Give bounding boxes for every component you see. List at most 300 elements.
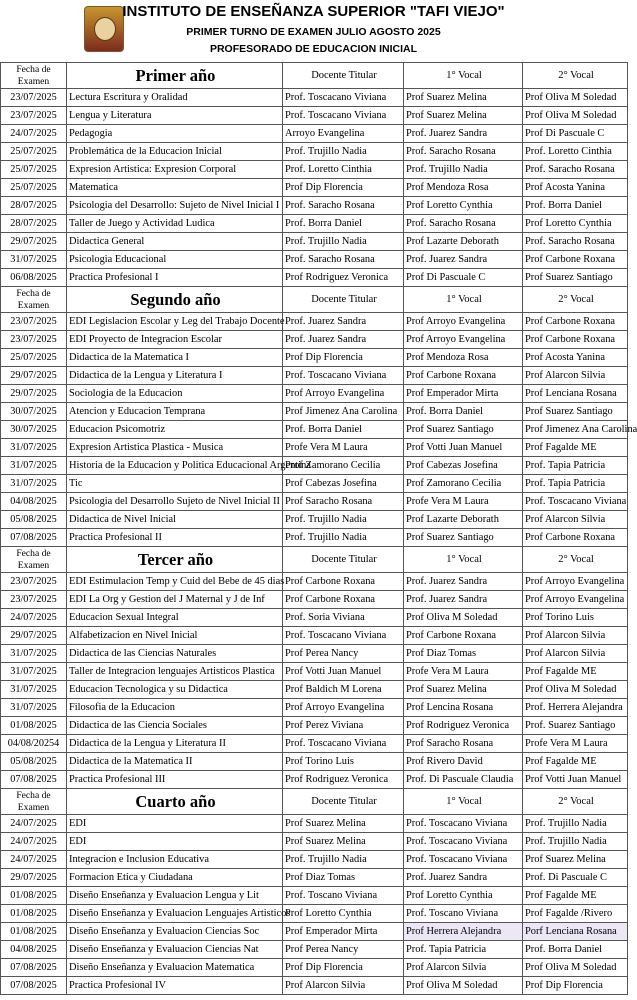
second-vocal: Prof. Tapia Patricia: [523, 475, 628, 493]
titular-teacher: Prof. Toscacano Viviana: [283, 367, 404, 385]
first-vocal: Prof. Saracho Rosana: [404, 215, 523, 233]
first-vocal: Prof Loretto Cynthia: [404, 887, 523, 905]
first-vocal: Prof. Juarez Sandra: [404, 869, 523, 887]
section-header-row: [1, 287, 628, 313]
exam-date: 29/07/2025: [1, 367, 67, 385]
titular-teacher: Prof. Trujillo Nadia: [283, 851, 404, 869]
titular-teacher: Prof Dip Florencia: [283, 959, 404, 977]
exam-date: 07/08/2025: [1, 959, 67, 977]
first-vocal: Prof Oliva M Soledad: [404, 609, 523, 627]
table-row: [1, 627, 628, 645]
titular-teacher: Profe Vera M Laura: [283, 439, 404, 457]
second-vocal: Prof Fagalde ME: [523, 439, 628, 457]
table-row: [1, 833, 628, 851]
table-row: [1, 313, 628, 331]
table-row: [1, 645, 628, 663]
second-vocal: Prof Lenciana Rosana: [523, 385, 628, 403]
subject-name: Historia de la Educacion y Politica Educacional Argentina: [67, 457, 283, 475]
table-row: [1, 403, 628, 421]
titular-teacher: Prof. Saracho Rosana: [283, 251, 404, 269]
second-vocal: Prof Alarcon Silvia: [523, 627, 628, 645]
titular-teacher: Prof. Toscacano Viviana: [283, 735, 404, 753]
table-row: [1, 161, 628, 179]
vocal2-column-header: 2° Vocal: [523, 789, 628, 815]
table-row: [1, 421, 628, 439]
date-column-header: Fecha de Examen: [1, 789, 67, 815]
titular-teacher: Prof Perea Nancy: [283, 645, 404, 663]
vocal1-column-header: 1° Vocal: [404, 789, 523, 815]
first-vocal: Prof. Saracho Rosana: [404, 143, 523, 161]
program-name: PROFESORADO DE EDUCACION INICIAL: [209, 43, 418, 55]
exam-date: 05/08/2025: [1, 511, 67, 529]
exam-date: 07/08/2025: [1, 977, 67, 995]
table-row: [1, 681, 628, 699]
exam-date: 29/07/2025: [1, 385, 67, 403]
second-vocal: Prof Dip Florencia: [523, 977, 628, 995]
exam-date: 23/07/2025: [1, 89, 67, 107]
table-row: [1, 815, 628, 833]
first-vocal: Prof Herrera Alejandra: [404, 923, 523, 941]
titular-teacher: Prof Dip Florencia: [283, 179, 404, 197]
first-vocal: Prof. Toscacano Viviana: [404, 815, 523, 833]
vocal2-column-header: 2° Vocal: [523, 287, 628, 313]
table-row: [1, 493, 628, 511]
subject-name: Practica Profesional I: [67, 269, 283, 287]
subject-name: Sociologia de la Educacion: [67, 385, 283, 403]
section-header-row: [1, 789, 628, 815]
titular-teacher: Prof. Toscacano Viviana: [283, 89, 404, 107]
titular-teacher: Arroyo Evangelina: [283, 125, 404, 143]
institution-name: INSTITUTO DE ENSEÑANZA SUPERIOR "TAFI VIEJO": [122, 3, 505, 20]
vocal1-column-header: 1° Vocal: [404, 547, 523, 573]
subject-name: Taller de Integracion lenguajes Artisticos Plastica: [67, 663, 283, 681]
table-row: [1, 663, 628, 681]
titular-teacher: Prof Diaz Tomas: [283, 869, 404, 887]
subject-name: Diseño Enseñanza y Evaluacion Lenguajes Artisticos: [67, 905, 283, 923]
date-column-header: Fecha de Examen: [1, 63, 67, 89]
first-vocal: Prof Alarcon Silvia: [404, 959, 523, 977]
table-row: [1, 923, 628, 941]
titular-teacher: Prof Perez Viviana: [283, 717, 404, 735]
exam-date: 29/07/2025: [1, 627, 67, 645]
document-header: [0, 0, 627, 62]
titular-teacher: Prof. Toscacano Viviana: [283, 107, 404, 125]
subject-name: Didactica de la Matematica II: [67, 753, 283, 771]
table-row: [1, 385, 628, 403]
date-column-header: Fecha de Examen: [1, 547, 67, 573]
second-vocal: Prof Suarez Santiago: [523, 403, 628, 421]
titular-teacher: Prof Baldich M Lorena: [283, 681, 404, 699]
table-row: [1, 851, 628, 869]
first-vocal: Prof Arroyo Evangelina: [404, 331, 523, 349]
second-vocal: Prof Arroyo Evangelina: [523, 573, 628, 591]
subject-name: Integracion e Inclusion Educativa: [67, 851, 283, 869]
table-row: [1, 89, 628, 107]
subject-name: Diseño Enseñanza y Evaluacion Lengua y Lit: [67, 887, 283, 905]
titular-teacher: Prof. Trujillo Nadia: [283, 233, 404, 251]
exam-date: 23/07/2025: [1, 573, 67, 591]
subject-name: Didactica de Nivel Inicial: [67, 511, 283, 529]
table-row: [1, 609, 628, 627]
exam-date: 31/07/2025: [1, 681, 67, 699]
exam-date: 29/07/2025: [1, 233, 67, 251]
table-row: [1, 887, 628, 905]
second-vocal: Prof Oliva M Soledad: [523, 107, 628, 125]
subject-name: Formacion Etica y Ciudadana: [67, 869, 283, 887]
table-row: [1, 753, 628, 771]
subject-name: Diseño Enseñanza y Evaluacion Ciencias Nat: [67, 941, 283, 959]
subject-name: Alfabetizacion en Nivel Inicial: [67, 627, 283, 645]
exam-schedule-table: [0, 62, 637, 995]
subject-name: Tic: [67, 475, 283, 493]
second-vocal: Prof Arroyo Evangelina: [523, 591, 628, 609]
second-vocal: Prof. Toscacano Viviana: [523, 493, 628, 511]
table-row: [1, 215, 628, 233]
second-vocal: Prof Fagalde ME: [523, 663, 628, 681]
subject-name: Matematica: [67, 179, 283, 197]
subject-name: Practica Profesional II: [67, 529, 283, 547]
subject-name: Lengua y Literatura: [67, 107, 283, 125]
exam-date: 04/08/2025: [1, 941, 67, 959]
exam-date: 24/07/2025: [1, 125, 67, 143]
first-vocal: Prof Lencina Rosana: [404, 699, 523, 717]
exam-date: 31/07/2025: [1, 645, 67, 663]
section-title: Segundo año: [67, 287, 283, 313]
titular-teacher: Prof Arroyo Evangelina: [283, 699, 404, 717]
exam-turn: PRIMER TURNO DE EXAMEN JULIO AGOSTO 2025: [186, 26, 441, 38]
second-vocal: Prof Suarez Santiago: [523, 269, 628, 287]
titular-teacher: Prof Perea Nancy: [283, 941, 404, 959]
exam-date: 01/08/2025: [1, 717, 67, 735]
table-row: [1, 735, 628, 753]
titular-column-header: Docente Titular: [283, 547, 404, 573]
subject-name: Expresion Artistica Plastica - Musica: [67, 439, 283, 457]
first-vocal: Prof Suarez Melina: [404, 107, 523, 125]
subject-name: EDI Estimulacion Temp y Cuid del Bebe de 45 dias: [67, 573, 283, 591]
titular-teacher: Prof Rodriguez Veronica: [283, 771, 404, 789]
titular-teacher: Prof. Saracho Rosana: [283, 197, 404, 215]
first-vocal: Profe Vera M Laura: [404, 663, 523, 681]
subject-name: Didactica de las Ciencias Naturales: [67, 645, 283, 663]
table-row: [1, 197, 628, 215]
exam-date: 05/08/2025: [1, 753, 67, 771]
section-title: Primer año: [67, 63, 283, 89]
second-vocal: Prof. Loretto Cinthia: [523, 143, 628, 161]
second-vocal: Prof. Trujillo Nadia: [523, 833, 628, 851]
first-vocal: Prof Rivero David: [404, 753, 523, 771]
first-vocal: Prof Di Pascuale C: [404, 269, 523, 287]
first-vocal: Prof. Juarez Sandra: [404, 591, 523, 609]
titular-teacher: Prof Loretto Cynthia: [283, 905, 404, 923]
titular-teacher: Prof. Borra Daniel: [283, 215, 404, 233]
exam-date: 25/07/2025: [1, 179, 67, 197]
exam-date: 04/08/20254: [1, 735, 67, 753]
second-vocal: Prof Oliva M Soledad: [523, 681, 628, 699]
titular-teacher: Prof. Borra Daniel: [283, 421, 404, 439]
first-vocal: Prof. Di Pascuale Claudia: [404, 771, 523, 789]
titular-teacher: Prof. Juarez Sandra: [283, 331, 404, 349]
exam-date: 24/07/2025: [1, 815, 67, 833]
first-vocal: Prof. Toscacano Viviana: [404, 851, 523, 869]
second-vocal: Porf Lenciana Rosana: [523, 923, 628, 941]
second-vocal: Prof Alarcon Silvia: [523, 367, 628, 385]
section-title: Tercer año: [67, 547, 283, 573]
titular-teacher: Prof Suarez Melina: [283, 815, 404, 833]
titular-teacher: Prof Saracho Rosana: [283, 493, 404, 511]
titular-teacher: Prof. Toscacano Viviana: [283, 627, 404, 645]
subject-name: Psicologia del Desarrollo: Sujeto de Nivel Inicial I: [67, 197, 283, 215]
titular-teacher: Prof. Trujillo Nadia: [283, 529, 404, 547]
second-vocal: Prof Fagalde ME: [523, 887, 628, 905]
first-vocal: Prof. Juarez Sandra: [404, 573, 523, 591]
exam-date: 24/07/2025: [1, 833, 67, 851]
table-row: [1, 107, 628, 125]
exam-date: 31/07/2025: [1, 699, 67, 717]
subject-name: EDI: [67, 833, 283, 851]
titular-teacher: Prof Alarcon Silvia: [283, 977, 404, 995]
first-vocal: Prof Suarez Melina: [404, 89, 523, 107]
first-vocal: Prof. Borra Daniel: [404, 403, 523, 421]
titular-teacher: Prof Dip Florencia: [283, 349, 404, 367]
section-title: Cuarto año: [67, 789, 283, 815]
subject-name: Practica Profesional III: [67, 771, 283, 789]
second-vocal: Prof Fagalde /Rivero: [523, 905, 628, 923]
second-vocal: Prof Alarcon Silvia: [523, 511, 628, 529]
table-row: [1, 511, 628, 529]
second-vocal: Prof Acosta Yanina: [523, 349, 628, 367]
exam-date: 07/08/2025: [1, 771, 67, 789]
exam-date: 01/08/2025: [1, 887, 67, 905]
second-vocal: Profe Vera M Laura: [523, 735, 628, 753]
second-vocal: Prof. Tapia Patricia: [523, 457, 628, 475]
table-row: [1, 591, 628, 609]
subject-name: Educacion Tecnologica y su Didactica: [67, 681, 283, 699]
first-vocal: Prof Suarez Santiago: [404, 421, 523, 439]
titular-teacher: Prof. Trujillo Nadia: [283, 511, 404, 529]
subject-name: Diseño Enseñanza y Evaluacion Matematica: [67, 959, 283, 977]
date-column-header: Fecha de Examen: [1, 287, 67, 313]
table-row: [1, 251, 628, 269]
second-vocal: Prof Di Pascuale C: [523, 125, 628, 143]
first-vocal: Prof Lazarte Deborath: [404, 511, 523, 529]
first-vocal: Prof Arroyo Evangelina: [404, 313, 523, 331]
table-row: [1, 699, 628, 717]
second-vocal: Prof Jimenez Ana Carolina: [523, 421, 628, 439]
exam-date: 23/07/2025: [1, 107, 67, 125]
subject-name: Didactica de la Lengua y Literatura II: [67, 735, 283, 753]
first-vocal: Prof Lazarte Deborath: [404, 233, 523, 251]
second-vocal: Prof Carbone Roxana: [523, 529, 628, 547]
subject-name: Problemática de la Educacion Inicial: [67, 143, 283, 161]
second-vocal: Prof Votti Juan Manuel: [523, 771, 628, 789]
titular-teacher: Prof. Trujillo Nadia: [283, 143, 404, 161]
second-vocal: Prof Suarez Melina: [523, 851, 628, 869]
exam-date: 30/07/2025: [1, 421, 67, 439]
table-row: [1, 941, 628, 959]
second-vocal: Prof Carbone Roxana: [523, 251, 628, 269]
titular-teacher: Prof. Loretto Cinthia: [283, 161, 404, 179]
table-row: [1, 771, 628, 789]
first-vocal: Prof. Tapia Patricia: [404, 941, 523, 959]
subject-name: Didactica de la Matematica I: [67, 349, 283, 367]
exam-date: 01/08/2025: [1, 923, 67, 941]
table-row: [1, 233, 628, 251]
second-vocal: Prof Oliva M Soledad: [523, 89, 628, 107]
table-row: [1, 331, 628, 349]
first-vocal: Prof. Trujillo Nadia: [404, 161, 523, 179]
table-row: [1, 367, 628, 385]
second-vocal: Prof Loretto Cynthia: [523, 215, 628, 233]
titular-teacher: Prof Zamorano Cecilia: [283, 457, 404, 475]
table-row: [1, 269, 628, 287]
second-vocal: Prof Carbone Roxana: [523, 331, 628, 349]
second-vocal: Prof Alarcon Silvia: [523, 645, 628, 663]
second-vocal: Prof Carbone Roxana: [523, 313, 628, 331]
subject-name: Taller de Juego y Actividad Ludica: [67, 215, 283, 233]
exam-date: 30/07/2025: [1, 403, 67, 421]
first-vocal: Prof Diaz Tomas: [404, 645, 523, 663]
exam-date: 23/07/2025: [1, 313, 67, 331]
subject-name: Educacion Sexual Integral: [67, 609, 283, 627]
exam-date: 28/07/2025: [1, 215, 67, 233]
titular-teacher: Prof Suarez Melina: [283, 833, 404, 851]
subject-name: Psicologia del Desarrollo Sujeto de Nivel Inicial II: [67, 493, 283, 511]
subject-name: Diseño Enseñanza y Evaluacion Ciencias Soc: [67, 923, 283, 941]
first-vocal: Prof Carbone Roxana: [404, 367, 523, 385]
first-vocal: Prof Loretto Cynthia: [404, 197, 523, 215]
subject-name: Didactica General: [67, 233, 283, 251]
exam-date: 06/08/2025: [1, 269, 67, 287]
subject-name: Psicologia Educacional: [67, 251, 283, 269]
table-row: [1, 959, 628, 977]
second-vocal: Prof. Borra Daniel: [523, 197, 628, 215]
table-row: [1, 439, 628, 457]
exam-date: 28/07/2025: [1, 197, 67, 215]
second-vocal: Prof. Saracho Rosana: [523, 161, 628, 179]
titular-column-header: Docente Titular: [283, 789, 404, 815]
second-vocal: Prof Fagalde ME: [523, 753, 628, 771]
exam-date: 23/07/2025: [1, 331, 67, 349]
second-vocal: Prof Torino Luis: [523, 609, 628, 627]
exam-date: 31/07/2025: [1, 439, 67, 457]
first-vocal: Prof Suarez Santiago: [404, 529, 523, 547]
subject-name: EDI Proyecto de Integracion Escolar: [67, 331, 283, 349]
second-vocal: Prof. Saracho Rosana: [523, 233, 628, 251]
exam-date: 24/07/2025: [1, 851, 67, 869]
exam-date: 25/07/2025: [1, 143, 67, 161]
first-vocal: Profe Vera M Laura: [404, 493, 523, 511]
titular-teacher: Prof Arroyo Evangelina: [283, 385, 404, 403]
titular-column-header: Docente Titular: [283, 63, 404, 89]
first-vocal: Prof Rodriguez Veronica: [404, 717, 523, 735]
second-vocal: Prof Acosta Yanina: [523, 179, 628, 197]
titular-teacher: Prof. Soria Viviana: [283, 609, 404, 627]
titular-teacher: Prof Torino Luis: [283, 753, 404, 771]
subject-name: Pedagogia: [67, 125, 283, 143]
second-vocal: Prof. Trujillo Nadia: [523, 815, 628, 833]
table-row: [1, 349, 628, 367]
first-vocal: Prof Oliva M Soledad: [404, 977, 523, 995]
subject-name: Lectura Escritura y Oralidad: [67, 89, 283, 107]
subject-name: EDI La Org y Gestion del J Maternal y J de Inf: [67, 591, 283, 609]
titular-teacher: Prof Rodriguez Veronica: [283, 269, 404, 287]
exam-date: 31/07/2025: [1, 251, 67, 269]
subject-name: Practica Profesional IV: [67, 977, 283, 995]
subject-name: Filosofia de la Educacion: [67, 699, 283, 717]
exam-date: 23/07/2025: [1, 591, 67, 609]
table-row: [1, 869, 628, 887]
first-vocal: Prof Mendoza Rosa: [404, 179, 523, 197]
subject-name: Educacion Psicomotriz: [67, 421, 283, 439]
subject-name: Didactica de la Lengua y Literatura I: [67, 367, 283, 385]
vocal1-column-header: 1° Vocal: [404, 63, 523, 89]
first-vocal: Prof Saracho Rosana: [404, 735, 523, 753]
first-vocal: Prof Cabezas Josefina: [404, 457, 523, 475]
vocal1-column-header: 1° Vocal: [404, 287, 523, 313]
subject-name: Atencion y Educacion Temprana: [67, 403, 283, 421]
second-vocal: Prof. Suarez Santiago: [523, 717, 628, 735]
table-row: [1, 977, 628, 995]
first-vocal: Prof Emperador Mirta: [404, 385, 523, 403]
first-vocal: Prof Carbone Roxana: [404, 627, 523, 645]
titular-teacher: Prof. Juarez Sandra: [283, 313, 404, 331]
exam-date: 29/07/2025: [1, 869, 67, 887]
titular-teacher: Prof Cabezas Josefina: [283, 475, 404, 493]
table-row: [1, 125, 628, 143]
titular-teacher: Prof Votti Juan Manuel: [283, 663, 404, 681]
exam-date: 25/07/2025: [1, 161, 67, 179]
table-row: [1, 717, 628, 735]
titular-teacher: Prof Carbone Roxana: [283, 573, 404, 591]
second-vocal: Prof. Di Pascuale C: [523, 869, 628, 887]
subject-name: EDI: [67, 815, 283, 833]
subject-name: Didactica de las Ciencia Sociales: [67, 717, 283, 735]
table-row: [1, 475, 628, 493]
exam-date: 01/08/2025: [1, 905, 67, 923]
vocal2-column-header: 2° Vocal: [523, 63, 628, 89]
subject-name: EDI Legislacion Escolar y Leg del Trabajo Docente: [67, 313, 283, 331]
section-header-row: [1, 547, 628, 573]
first-vocal: Prof Zamorano Cecilia: [404, 475, 523, 493]
subject-name: Expresion Artistica: Expresion Corporal: [67, 161, 283, 179]
table-row: [1, 573, 628, 591]
exam-date: 24/07/2025: [1, 609, 67, 627]
titular-teacher: Prof. Toscano Viviana: [283, 887, 404, 905]
first-vocal: Prof Votti Juan Manuel: [404, 439, 523, 457]
second-vocal: Prof Oliva M Soledad: [523, 959, 628, 977]
table-row: [1, 905, 628, 923]
exam-date: 31/07/2025: [1, 457, 67, 475]
first-vocal: Prof. Toscacano Viviana: [404, 833, 523, 851]
exam-date: 25/07/2025: [1, 349, 67, 367]
section-header-row: [1, 63, 628, 89]
first-vocal: Prof Mendoza Rosa: [404, 349, 523, 367]
table-row: [1, 457, 628, 475]
titular-teacher: Prof Emperador Mirta: [283, 923, 404, 941]
first-vocal: Prof Suarez Melina: [404, 681, 523, 699]
second-vocal: Prof. Herrera Alejandra: [523, 699, 628, 717]
first-vocal: Prof. Juarez Sandra: [404, 125, 523, 143]
vocal2-column-header: 2° Vocal: [523, 547, 628, 573]
exam-date: 31/07/2025: [1, 475, 67, 493]
table-row: [1, 529, 628, 547]
titular-teacher: Prof Carbone Roxana: [283, 591, 404, 609]
exam-date: 04/08/2025: [1, 493, 67, 511]
table-row: [1, 179, 628, 197]
exam-date: 07/08/2025: [1, 529, 67, 547]
exam-date: 31/07/2025: [1, 663, 67, 681]
first-vocal: Prof. Juarez Sandra: [404, 251, 523, 269]
